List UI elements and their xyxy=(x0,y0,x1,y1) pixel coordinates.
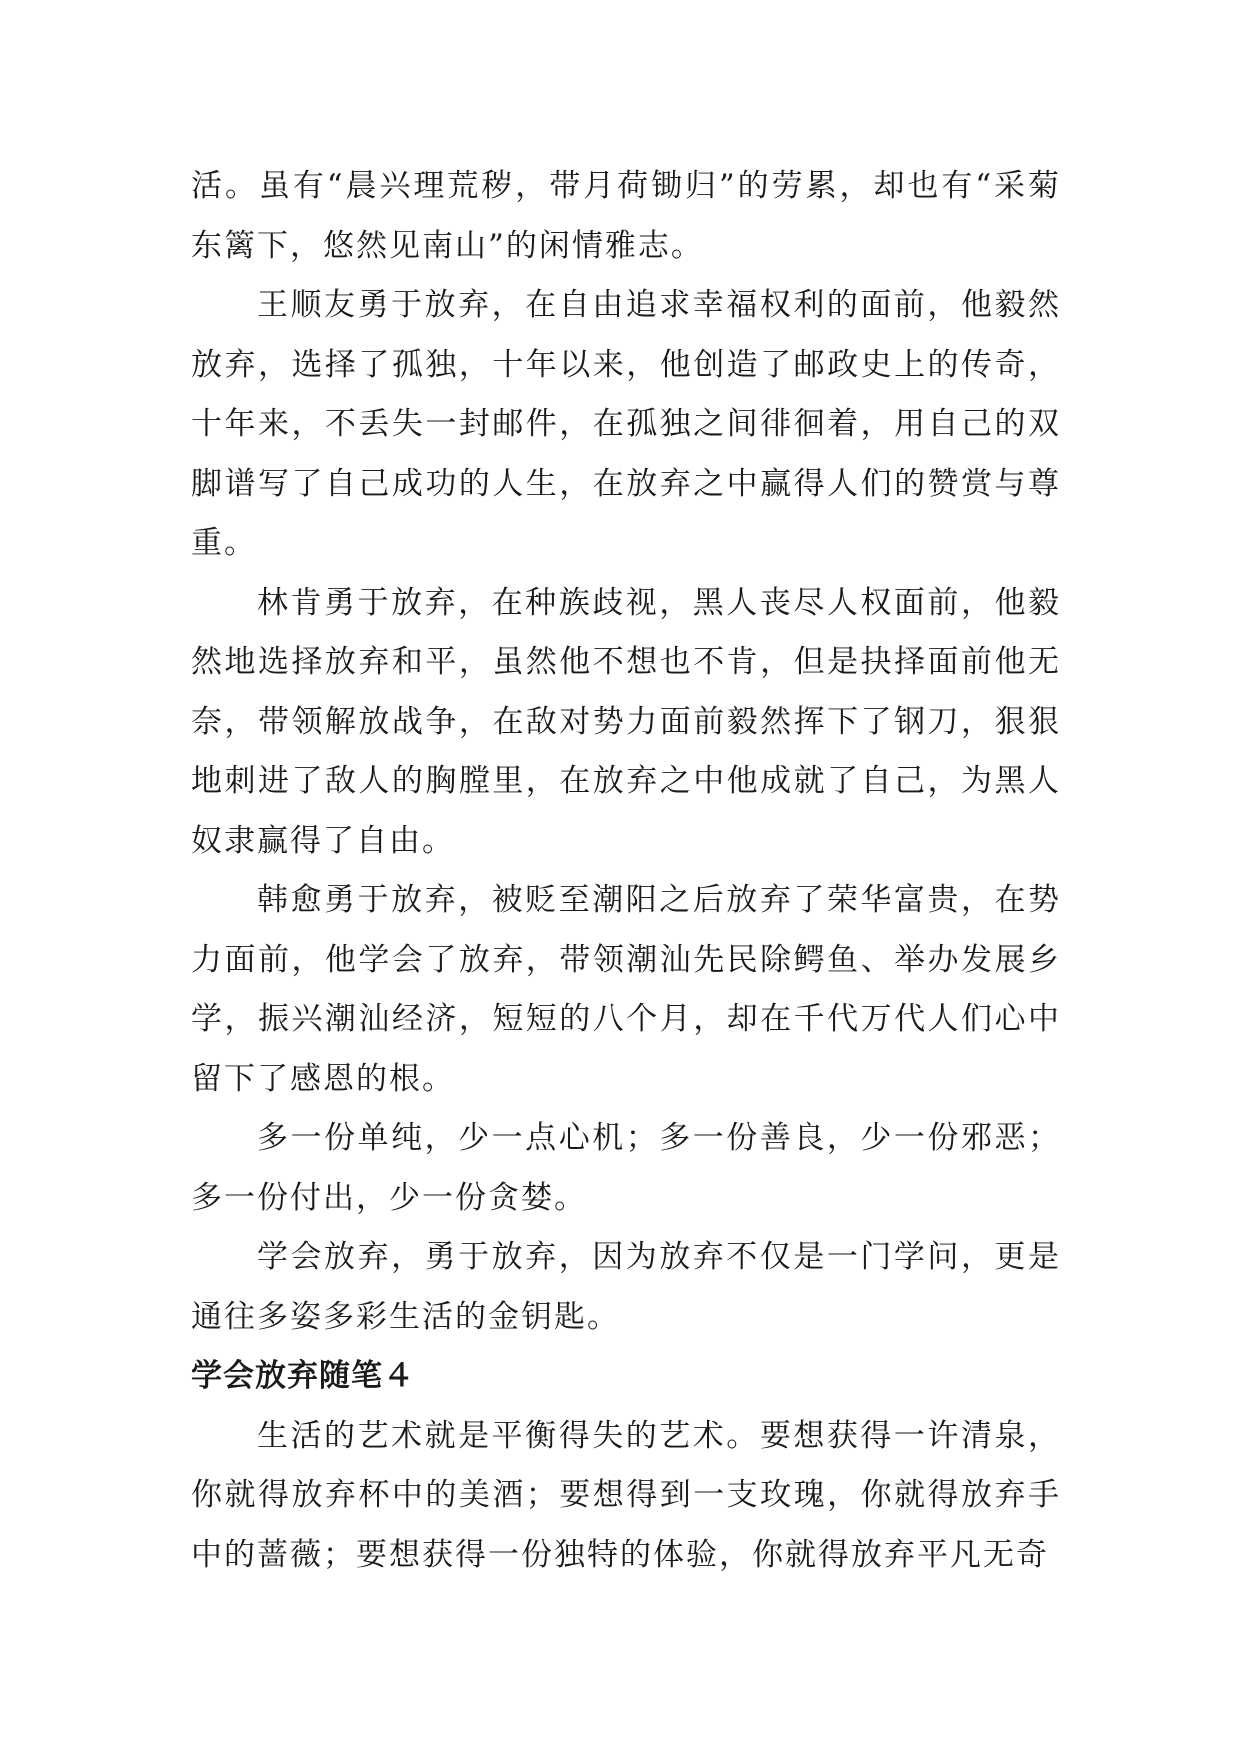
paragraph-han-yu: 韩愈勇于放弃，被贬至潮阳之后放弃了荣华富贵，在势力面前，他学会了放弃，带领潮汕先民除鳄鱼、举办发展乡学，振兴潮汕经济，短短的八个月，却在千代万代人们心中留下了感恩的根。 xyxy=(191,882,1061,1097)
paragraph-wang-shunyou: 王顺友勇于放弃，在自由追求幸福权利的面前，他毅然放弃，选择了孤独，十年以来，他创造了邮政史上的传奇，十年来，不丢失一封邮件，在孤独之间徘徊着，用自己的双脚谱写了自己成功的人生，在放弃之中赢得人们的赞赏与尊重。 xyxy=(191,287,1061,561)
section-heading: 学会放弃随笔４ xyxy=(191,1358,415,1394)
paragraph-art-of-life: 生活的艺术就是平衡得失的艺术。要想获得一许清泉，你就得放弃杯中的美酒；要想得到一支玫瑰，你就得放弃手中的蔷薇；要想获得一份独特的体验，你就得放弃平凡无奇 xyxy=(191,1417,1061,1573)
paragraph-more-less: 多一份单纯，少一点心机；多一份善良，少一份邪恶；多一份付出，少一份贪婪。 xyxy=(191,1120,1061,1216)
paragraph-conclusion: 学会放弃，勇于放弃，因为放弃不仅是一门学问，更是通往多姿多彩生活的金钥匙。 xyxy=(191,1239,1061,1335)
paragraph-continuation: 活。虽有“晨兴理荒秽，带月荷锄归”的劳累，却也有“采菊东篱下，悠然见南山”的闲情雅志。 xyxy=(191,168,1061,264)
paragraph-lincoln: 林肯勇于放弃，在种族歧视，黑人丧尽人权面前，他毅然地选择放弃和平，虽然他不想也不肯，但是抉择面前他无奈，带领解放战争，在敌对势力面前毅然挥下了钢刀，狠狠地刺进了敌人的胸膛里，在放弃之中他成就了自己，为黑人奴隶赢得了自由。 xyxy=(191,584,1061,859)
document-body xyxy=(191,157,1061,1585)
